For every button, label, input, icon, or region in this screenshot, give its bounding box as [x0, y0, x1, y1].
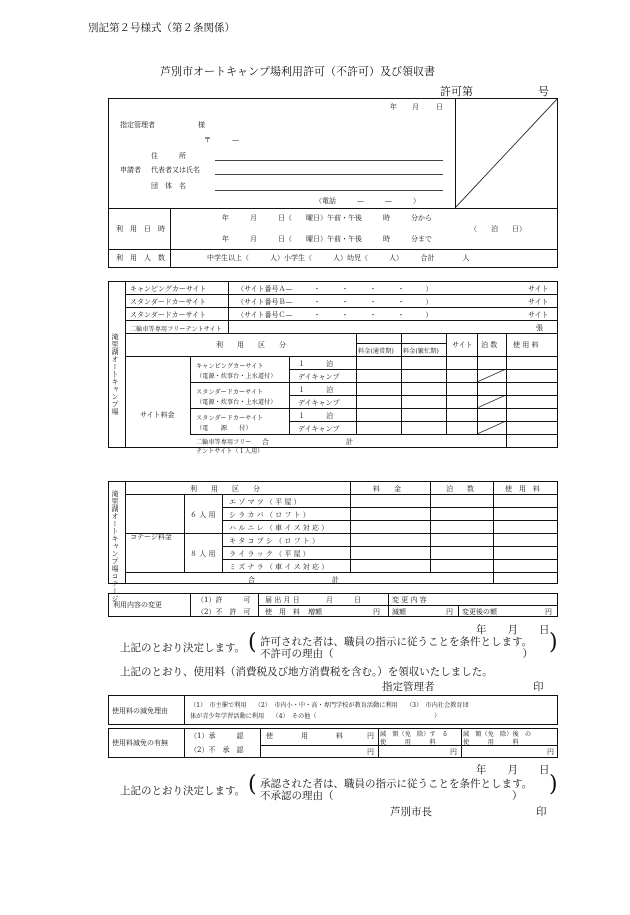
site-a-nums: （サイト番号Ａ— ・ ・ ・ ・ ）	[237, 285, 433, 293]
right-paren: )	[549, 630, 558, 655]
cottage-vertical-label: 滝里湖オートキャンプ場コテージ	[111, 490, 119, 603]
site-c-nums: （サイト番号Ｃ— ・ ・ ・ ・ ）	[237, 311, 433, 319]
persons-label: 利 用 人 数	[116, 254, 165, 262]
cottage-row: キ タ コ ブ シ （ ロ フ ト ）	[229, 537, 320, 545]
site-b-nums: （サイト番号Ｂ— ・ ・ ・ ・ ）	[237, 298, 433, 306]
daycamp-strike-2	[477, 395, 506, 408]
applicant-label: 申請者	[120, 166, 141, 174]
site-a-name: キャンピングカーサイト	[130, 285, 207, 293]
daycamp-strike-3	[477, 421, 506, 434]
form-id: 別記第２号様式（第２条関係）	[88, 22, 235, 34]
cottage-row: エ ゾ マ ツ （ 平 屋 ）	[229, 498, 301, 506]
left-paren: (	[248, 772, 257, 797]
cottage-fee-label: コテージ料金	[130, 533, 172, 541]
cottage-row: シ ラ カ バ （ ロ フ ト ）	[229, 511, 310, 519]
final-date: 年 月 日	[476, 764, 550, 776]
site-free-name: 二輪車等専用フリーテントサイト	[130, 326, 222, 333]
campsite-total: 合 計	[262, 438, 353, 446]
nights-label: （ 泊 日）	[470, 225, 526, 233]
cottage-total: 合 計	[248, 576, 339, 584]
address-label: 住 所	[151, 152, 186, 160]
manager-sign-label: 指定管理者	[382, 681, 435, 693]
cottage-category-header: 利 用 区 分	[190, 485, 260, 493]
campsite-vertical-label: 滝里湖オートキャンプ場	[111, 333, 119, 416]
cottage-row: ラ イ ラ ッ ク （ 平 屋 ）	[229, 550, 310, 558]
site-c-name: スタンダードカーサイト	[130, 311, 207, 319]
mayor-seal-mark: 印	[536, 806, 547, 818]
seal-mark: 印	[533, 681, 544, 693]
diagonal-strike	[455, 98, 558, 208]
permit-no-suffix: 号	[538, 85, 549, 98]
mayor-label: 芦別市長	[390, 806, 432, 818]
manager-label: 指定管理者	[120, 121, 155, 129]
fee-category-header: 利 用 区 分	[216, 341, 286, 349]
site-b-name: スタンダードカーサイト	[130, 298, 207, 306]
site-fee-label: サイト料金	[140, 411, 175, 419]
phone-label: （電話 — — ）	[315, 197, 420, 205]
change-label: 利用内容の変更	[113, 601, 162, 609]
cottage-row: ミ ズ ナ ラ （ 車 イ ス 対 応 ）	[229, 563, 329, 571]
decision-date: 年 月 日	[476, 624, 550, 636]
left-paren: (	[248, 630, 257, 655]
dates-label: 利 用 日 時	[116, 225, 165, 233]
permit-no-label: 許可第	[440, 85, 473, 98]
cottage-row: ハ ル ニ レ （ 車 イ ス 対 応 ）	[229, 524, 329, 532]
daycamp-strike-1	[477, 369, 506, 382]
group-label: 団 体 名	[151, 182, 186, 190]
postal-label: 〒 —	[204, 136, 239, 144]
representative-label: 代表者又は氏名	[151, 166, 200, 174]
right-paren: )	[549, 772, 558, 797]
page-title: 芦別市オートキャンプ場利用許可（不許可）及び領収書	[160, 65, 435, 78]
